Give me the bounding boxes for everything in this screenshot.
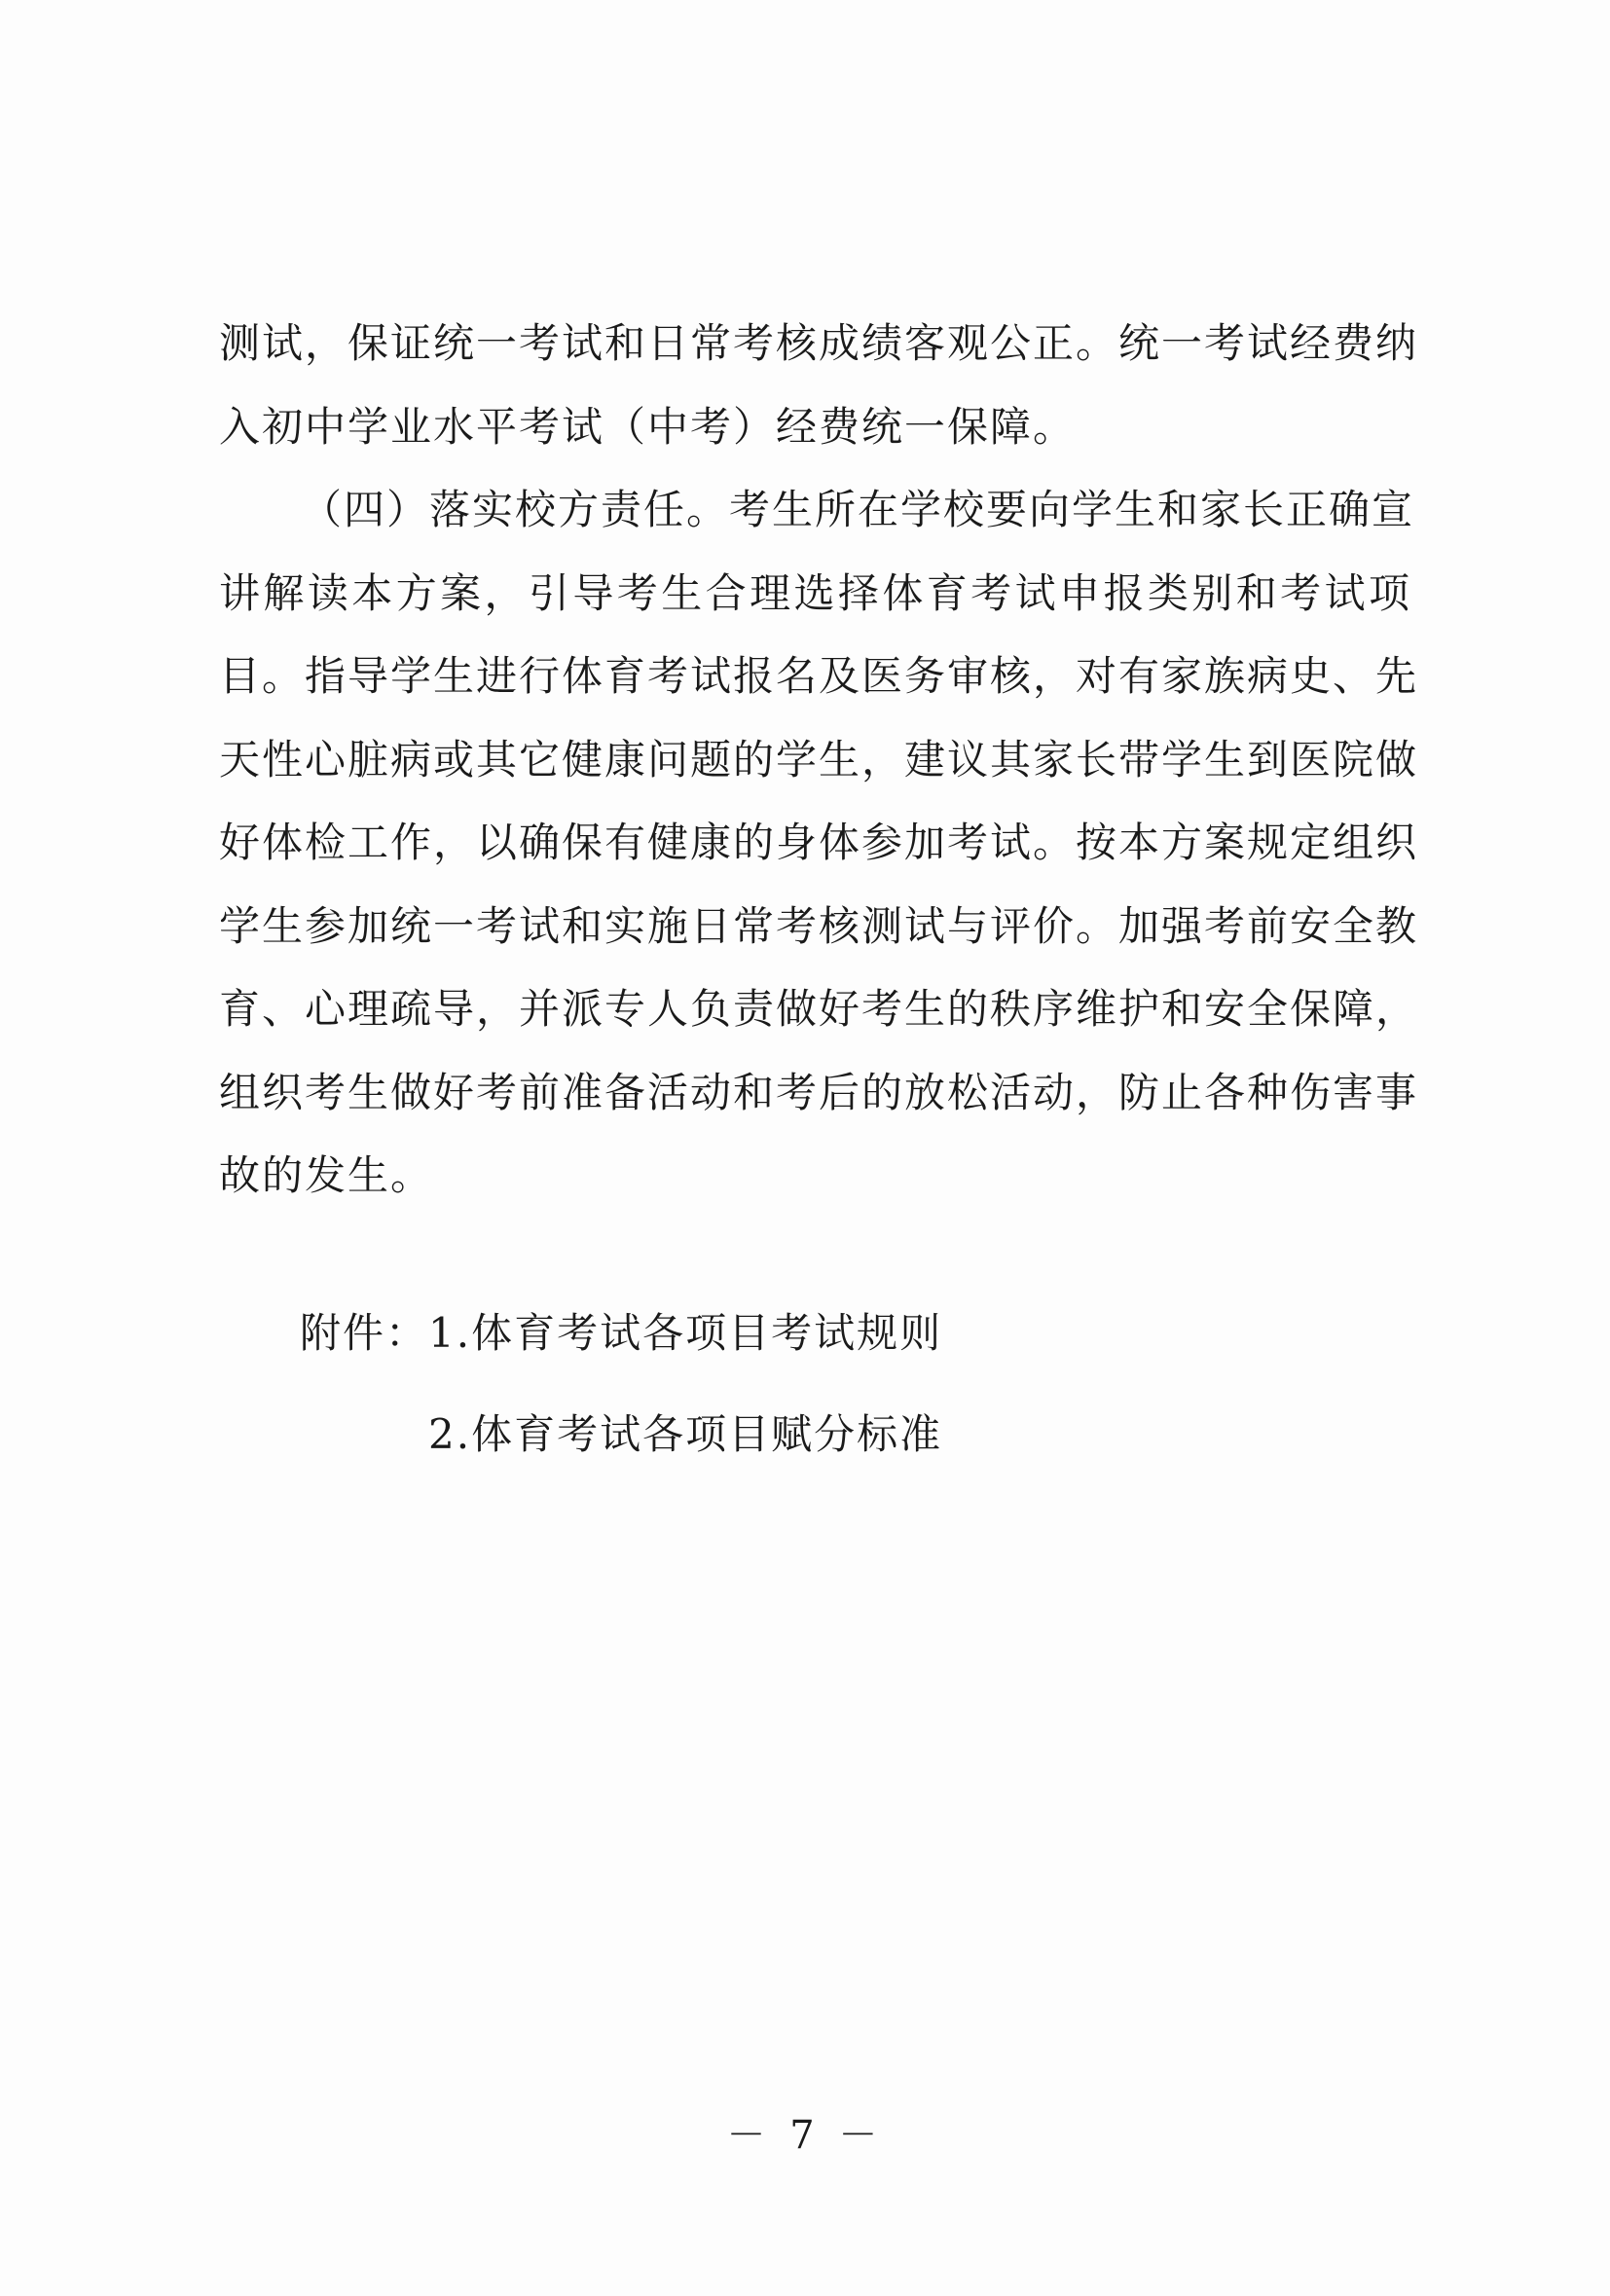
- attachment-title: 2.体育考试各项目赋分标准: [428, 1410, 943, 1458]
- page-number: － 7 －: [726, 2113, 884, 2158]
- text-line: 入初中学业水平考试（中考）经费统一保障。: [219, 402, 1077, 451]
- attachments-list: [300, 1283, 942, 1485]
- text-line: 育、心理疏导，并派专人负责做好考生的秩序维护和安全保障，: [219, 985, 1419, 1033]
- text-line: 测试，保证统一考试和日常考核成绩客观公正。统一考试经费纳: [219, 319, 1419, 367]
- text-line: 故的发生。: [219, 1151, 434, 1199]
- attachments-label: 附件：: [300, 1309, 429, 1357]
- text-line: 讲解读本方案，引导考生合理选择体育考试申报类别和考试项: [219, 568, 1411, 617]
- paragraph-school-responsibility: [219, 468, 1419, 1218]
- text-line: 好体检工作，以确保有健康的身体参加考试。按本方案规定组织: [219, 819, 1419, 866]
- paragraph-continued: [219, 302, 1419, 468]
- text-line: 组织考生做好考前准备活动和考后的放松活动，防止各种伤害事: [219, 1068, 1419, 1116]
- body-text: [219, 302, 1419, 1218]
- attachment-item: [300, 1384, 942, 1485]
- attachment-title: 1.体育考试各项目考试规则: [428, 1309, 943, 1357]
- text-line: 天性心脏病或其它健康问题的学生，建议其家长带学生到医院做: [219, 735, 1419, 784]
- text-line: （四）落实校方责任。考生所在学校要向学生和家长正确宣: [301, 486, 1415, 533]
- text-line: 目。指导学生进行体育考试报名及医务审核，对有家族病史、先: [219, 652, 1419, 700]
- attachment-item: [300, 1283, 942, 1384]
- text-line: 学生参加统一考试和实施日常考核测试与评价。加强考前安全教: [219, 901, 1419, 950]
- attachment-indent: [300, 1384, 428, 1485]
